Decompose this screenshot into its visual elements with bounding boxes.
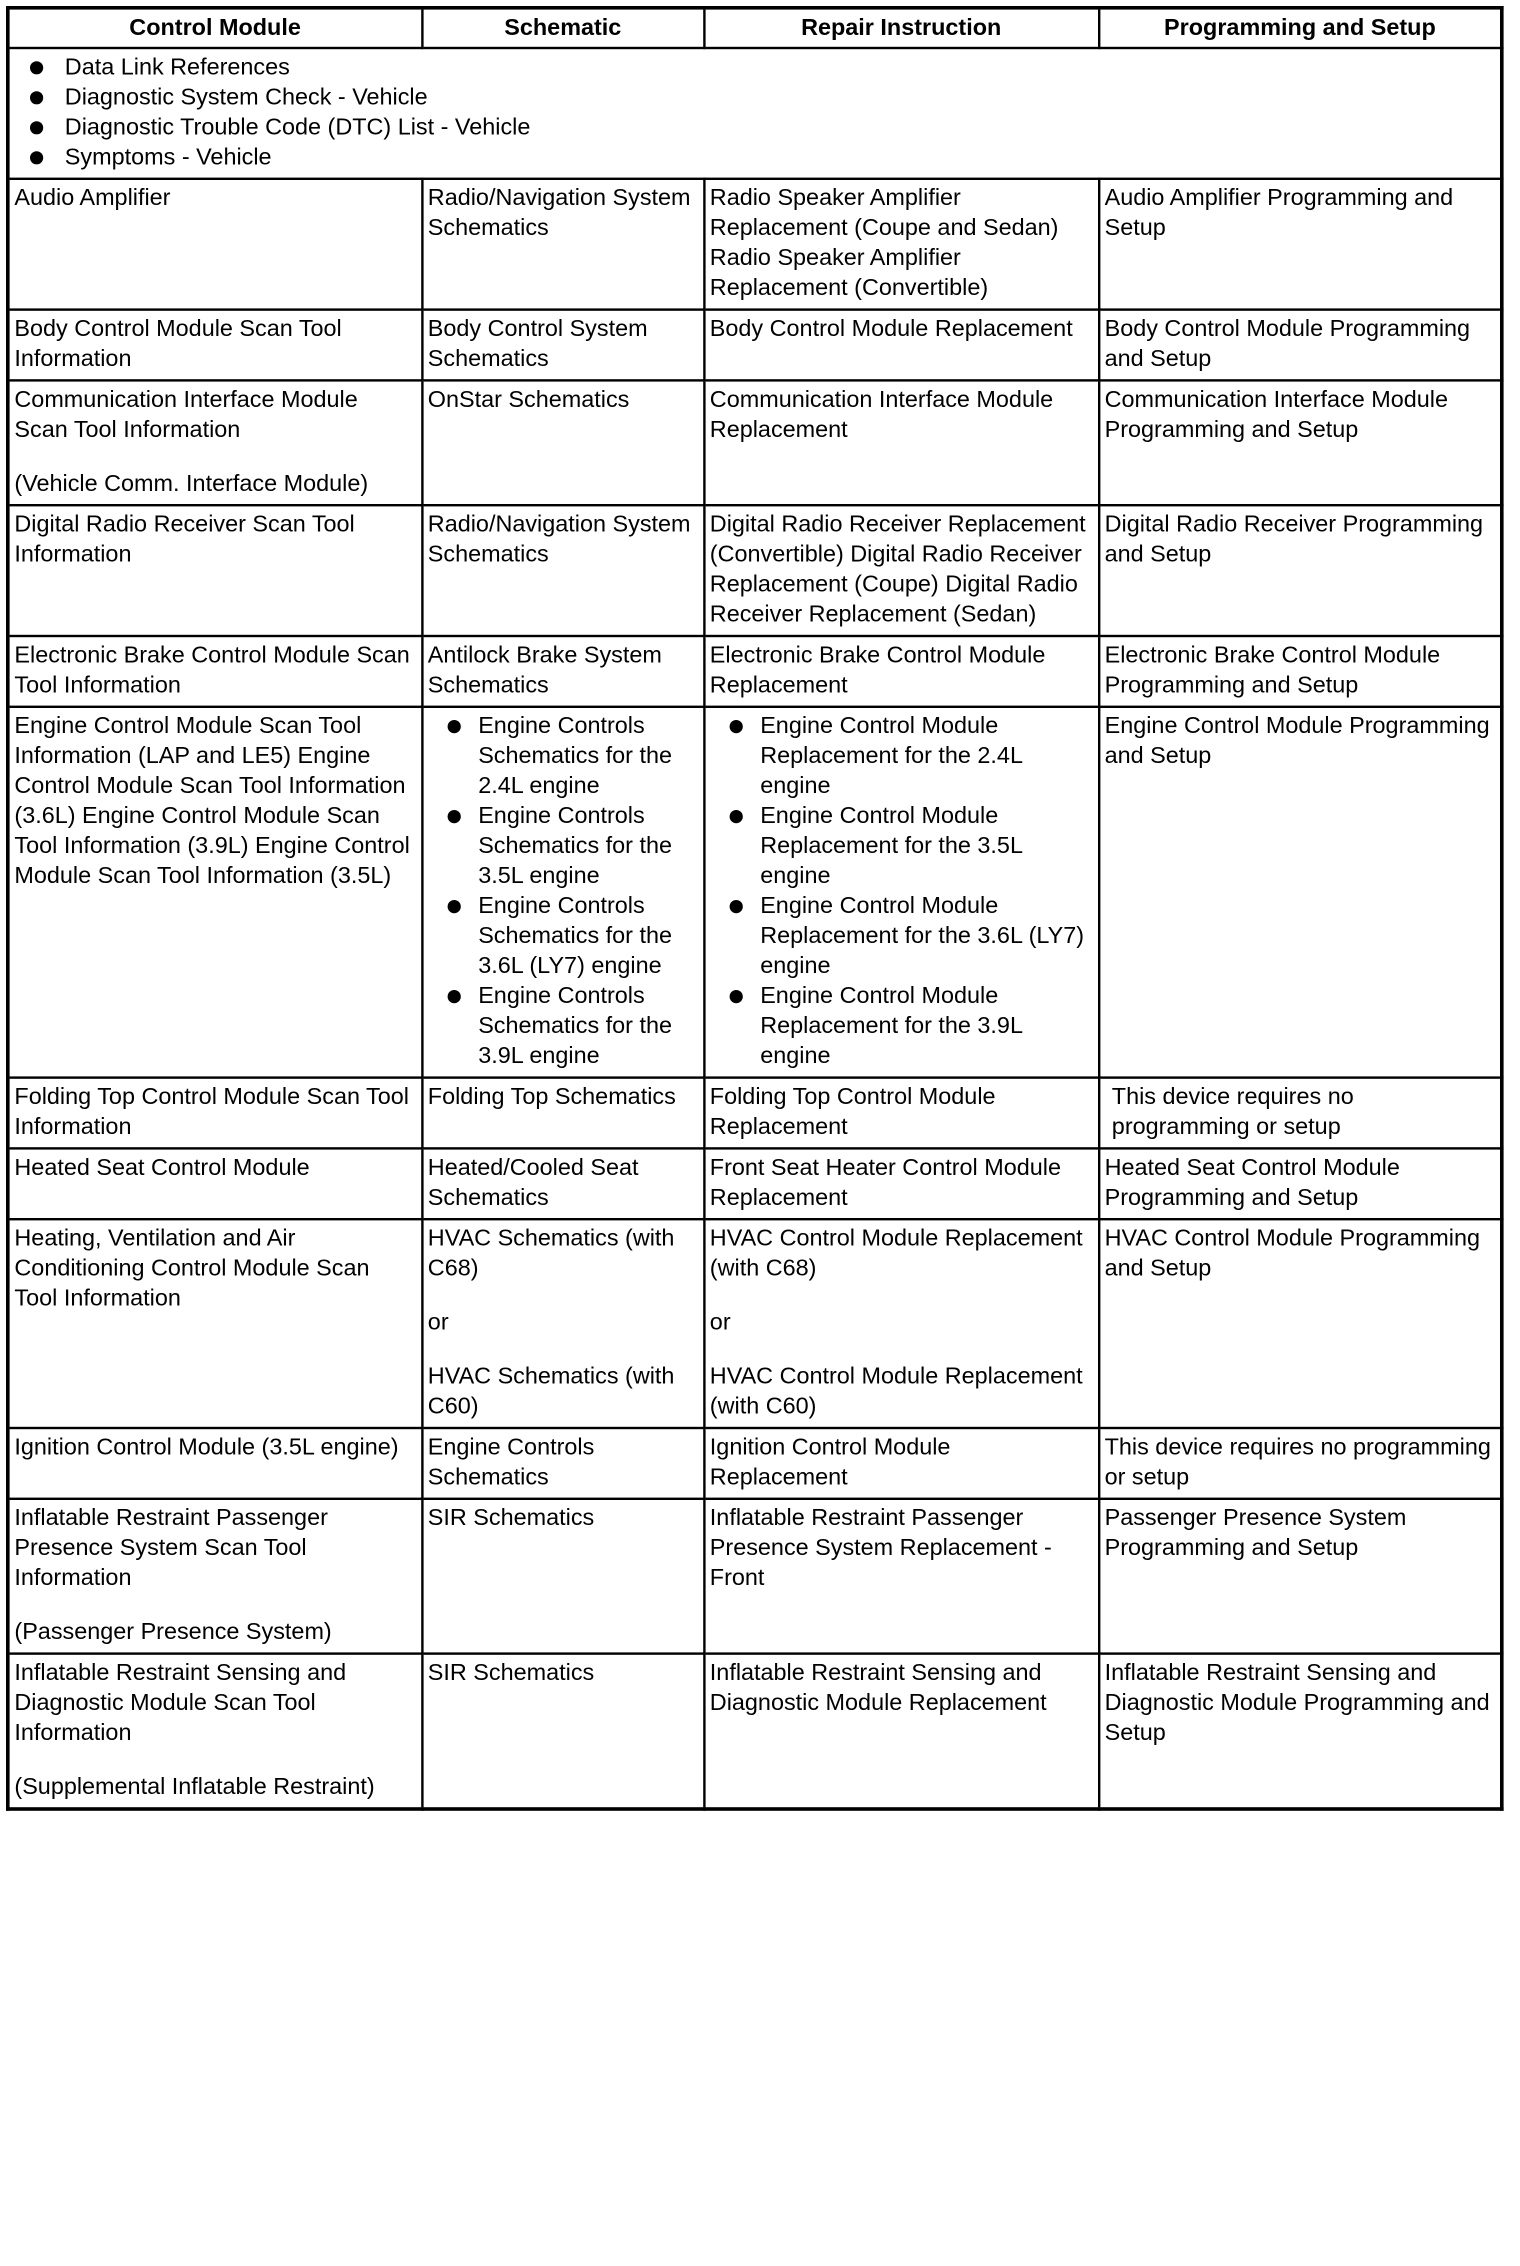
repair-link[interactable]: Engine Control Module Replacement for the 2.4L engine <box>710 712 1093 802</box>
schematic-cell[interactable]: SIR Schematics <box>422 1654 704 1809</box>
table-row <box>8 1219 1502 1428</box>
schematic-cell[interactable]: Antilock Brake System Schematics <box>422 636 704 707</box>
table-row <box>8 1148 1502 1219</box>
table-row <box>8 1428 1502 1499</box>
table-row <box>8 310 1502 381</box>
repair-cell[interactable]: Radio Speaker Amplifier Replacement (Coupe and Sedan) Radio Speaker Amplifier Replacement (Convertible) <box>704 179 1099 310</box>
repair-cell <box>704 1219 1099 1428</box>
programming-cell[interactable]: Digital Radio Receiver Programming and Setup <box>1099 505 1502 636</box>
schematic-cell[interactable]: Body Control System Schematics <box>422 310 704 381</box>
repair-cell[interactable]: Inflatable Restraint Passenger Presence System Replacement - Front <box>704 1499 1099 1654</box>
schematic-link[interactable]: Engine Controls Schematics for the 2.4L engine <box>428 712 698 802</box>
schematic-link[interactable]: Engine Controls Schematics for the 3.5L engine <box>428 802 698 892</box>
repair-link[interactable]: Engine Control Module Replacement for the 3.6L (LY7) engine <box>710 892 1093 982</box>
table-row <box>8 380 1502 505</box>
schematic-cell[interactable]: Folding Top Schematics <box>422 1078 704 1149</box>
module-cell[interactable]: Ignition Control Module (3.5L engine) <box>8 1428 422 1499</box>
reference-link[interactable]: Data Link References <box>14 53 1495 83</box>
table-row <box>8 1078 1502 1149</box>
repair-cell[interactable]: Front Seat Heater Control Module Replacement <box>704 1148 1099 1219</box>
module-cell <box>8 1654 422 1809</box>
programming-note: This device requires no programming or setup <box>1111 1083 1354 1140</box>
repair-link[interactable]: HVAC Control Module Replacement (with C60) <box>709 1363 1083 1420</box>
programming-cell[interactable]: Electronic Brake Control Module Programming and Setup <box>1099 636 1502 707</box>
repair-cell[interactable]: Inflatable Restraint Sensing and Diagnostic Module Replacement <box>704 1654 1099 1809</box>
schematic-cell[interactable]: Engine Controls Schematics <box>422 1428 704 1499</box>
programming-cell[interactable]: Audio Amplifier Programming and Setup <box>1099 179 1502 310</box>
repair-link[interactable]: Engine Control Module Replacement for the 3.9L engine <box>710 982 1093 1072</box>
module-cell[interactable]: Electronic Brake Control Module Scan Tool Information <box>8 636 422 707</box>
programming-cell[interactable]: Communication Interface Module Programming and Setup <box>1099 380 1502 505</box>
repair-cell[interactable]: Body Control Module Replacement <box>704 310 1099 381</box>
module-cell <box>8 380 422 505</box>
reference-link[interactable]: Diagnostic System Check - Vehicle <box>14 83 1495 113</box>
spacer <box>14 1748 415 1772</box>
module-cell[interactable]: Folding Top Control Module Scan Tool Information <box>8 1078 422 1149</box>
reference-link[interactable]: Symptoms - Vehicle <box>14 143 1495 173</box>
header-repair-instruction: Repair Instruction <box>704 8 1099 48</box>
references-list <box>14 53 1495 173</box>
spacer <box>14 1594 415 1618</box>
table-row <box>8 636 1502 707</box>
programming-cell[interactable]: Body Control Module Programming and Setup <box>1099 310 1502 381</box>
schematic-cell[interactable]: Heated/Cooled Seat Schematics <box>422 1148 704 1219</box>
programming-cell[interactable]: Engine Control Module Programming and Setup <box>1099 707 1502 1078</box>
module-name[interactable]: Inflatable Restraint Sensing and Diagnostic Module Scan Tool Information <box>14 1659 347 1747</box>
reference-link[interactable]: Diagnostic Trouble Code (DTC) List - Vehicle <box>14 113 1495 143</box>
programming-cell[interactable]: Inflatable Restraint Sensing and Diagnostic Module Programming and Setup <box>1099 1654 1502 1809</box>
schematic-link[interactable]: HVAC Schematics (with C60) <box>427 1363 675 1420</box>
repair-cell[interactable]: Ignition Control Module Replacement <box>704 1428 1099 1499</box>
schematic-cell[interactable]: Radio/Navigation System Schematics <box>422 505 704 636</box>
table-row <box>8 1654 1502 1809</box>
programming-cell[interactable]: Passenger Presence System Programming and Setup <box>1099 1499 1502 1654</box>
references-cell <box>8 48 1502 179</box>
spacer <box>710 1284 1093 1308</box>
header-schematic: Schematic <box>422 8 704 48</box>
module-cell[interactable]: Audio Amplifier <box>8 179 422 310</box>
references-row <box>8 48 1502 179</box>
header-programming-setup: Programming and Setup <box>1099 8 1502 48</box>
spacer <box>710 1338 1093 1362</box>
schematic-cell[interactable]: SIR Schematics <box>422 1499 704 1654</box>
repair-cell[interactable]: Communication Interface Module Replacement <box>704 380 1099 505</box>
or-separator: or <box>709 1309 731 1336</box>
repair-cell[interactable]: Digital Radio Receiver Replacement (Convertible) Digital Radio Receiver Replacement (Coupe) Digital Radio Receiver Replacement (Sedan) <box>704 505 1099 636</box>
table-row <box>8 505 1502 636</box>
programming-cell <box>1099 1078 1502 1149</box>
repair-cell <box>704 707 1099 1078</box>
schematic-cell <box>422 707 704 1078</box>
repair-link[interactable]: Engine Control Module Replacement for the 3.5L engine <box>710 802 1093 892</box>
module-cell[interactable]: Body Control Module Scan Tool Information <box>8 310 422 381</box>
repair-cell[interactable]: Electronic Brake Control Module Replacement <box>704 636 1099 707</box>
schematic-cell <box>422 1219 704 1428</box>
or-separator: or <box>427 1309 449 1336</box>
schematic-cell[interactable]: OnStar Schematics <box>422 380 704 505</box>
repair-list <box>710 712 1093 1072</box>
module-note: (Supplemental Inflatable Restraint) <box>14 1773 375 1801</box>
table-header-row <box>8 8 1502 48</box>
module-note: (Passenger Presence System) <box>14 1618 332 1646</box>
table-row <box>8 707 1502 1078</box>
schematic-link[interactable]: Engine Controls Schematics for the 3.9L engine <box>428 982 698 1072</box>
programming-cell[interactable]: HVAC Control Module Programming and Setup <box>1099 1219 1502 1428</box>
module-note: (Vehicle Comm. Interface Module) <box>14 470 369 497</box>
schematic-cell[interactable]: Radio/Navigation System Schematics <box>422 179 704 310</box>
programming-cell: This device requires no programming or setup <box>1099 1428 1502 1499</box>
module-cell[interactable]: Digital Radio Receiver Scan Tool Information <box>8 505 422 636</box>
programming-cell[interactable]: Heated Seat Control Module Programming and Setup <box>1099 1148 1502 1219</box>
module-name[interactable]: Inflatable Restraint Passenger Presence System Scan Tool Information <box>14 1504 328 1592</box>
table-row <box>8 1499 1502 1654</box>
header-control-module: Control Module <box>8 8 422 48</box>
module-cell[interactable]: Engine Control Module Scan Tool Information (LAP and LE5) Engine Control Module Scan Tool Information (3.6L) Engine Control Module Scan Tool Information (3.9L) Engine Control Module Scan Tool Information (3.5L) <box>8 707 422 1078</box>
schematic-list <box>428 712 698 1072</box>
schematic-link[interactable]: Engine Controls Schematics for the 3.6L (LY7) engine <box>428 892 698 982</box>
module-cell[interactable]: Heated Seat Control Module <box>8 1148 422 1219</box>
schematic-link[interactable]: HVAC Schematics (with C68) <box>427 1225 675 1282</box>
module-cell[interactable]: Heating, Ventilation and Air Conditioning Control Module Scan Tool Information <box>8 1219 422 1428</box>
repair-link[interactable]: HVAC Control Module Replacement (with C68) <box>709 1225 1083 1282</box>
spacer <box>14 445 415 469</box>
table-row <box>8 179 1502 310</box>
spacer <box>428 1338 698 1362</box>
module-name[interactable]: Communication Interface Module Scan Tool Information <box>14 386 358 443</box>
repair-cell[interactable]: Folding Top Control Module Replacement <box>704 1078 1099 1149</box>
control-module-reference-table <box>6 6 1504 1811</box>
module-cell <box>8 1499 422 1654</box>
spacer <box>428 1284 698 1308</box>
